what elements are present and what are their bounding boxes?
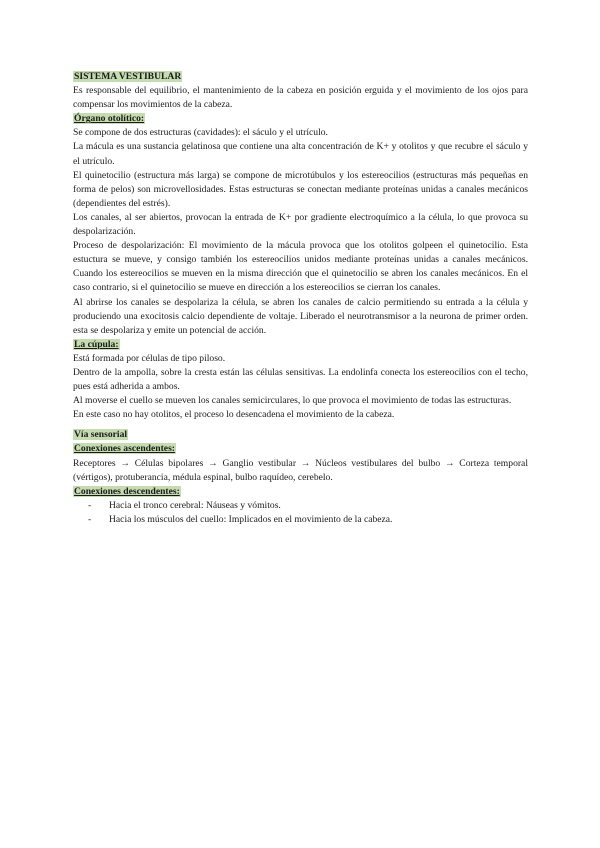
bullet-dash: - [88,499,92,511]
heading-conexiones-ascendentes: Conexiones ascendentes: [74,443,175,455]
heading-organo-otolitico: Órgano otolítico: [74,113,145,125]
document-body [73,70,528,527]
intro-paragraph: Es responsable del equilibrio, el mantenimiento de la cabeza en posición erguida y el movimiento de los ojos para compensar los movimientos de la cabeza. [73,85,528,111]
organo-paragraph: Se compone de dos estructuras (cavidades): el sáculo y el utrículo. [73,127,328,139]
list-item [88,513,528,527]
section-title-via-sensorial: Vía sensorial [74,429,128,441]
ascendentes-paragraph: Receptores → Células bipolares → Ganglio vestibular → Núcleos vestibulares del bulbo → Corteza temporal (vértigos), protuberancia, médula espinal, bulbo raquídeo, cerebelo. [73,457,528,483]
cupula-paragraph: Está formada por células de tipo piloso. [73,352,226,364]
organo-paragraph: El quinetocilio (estructura más larga) se compone de microtúbulos y los estereocilios (estructuras más pequeñas en forma de pelos) son microvellosidades. Estas estructuras se conectan mediante proteínas unidas a canales mecánicos (dependientes del estrés). [73,169,528,209]
cupula-paragraph: En este caso no hay otolitos, el proceso lo desencadena el movimiento de la cabeza. [73,409,395,421]
organo-paragraph: La mácula es una sustancia gelatinosa que contiene una alta concentración de K+ y otolitos y que recubre el sáculo y el utrículo. [73,141,528,167]
cupula-paragraph: Dentro de la ampolla, sobre la cresta están las células sensitivas. La endolinfa conecta los estereocilios con el techo, pues está adherida a ambos. [73,366,528,393]
list-item [88,499,528,513]
cupula-paragraph: Al moverse el cuello se mueven los canales semicirculares, lo que provoca el movimiento de todas las estructuras. [73,395,512,407]
bullet-dash: - [88,513,92,525]
organo-paragraph: Proceso de despolarización: El movimiento de la mácula provoca que los otolitos golpeen el quinetocilio. Esta estuctura se mueve, y consigo también los estereocilios unidos mediante proteínas unidas a canales mecánicos. Cuando los estereocilios se mueven en la misma dirección que el quinetocilio se abren los canales mecánicos. En el caso contrario, si el quinetocilio se mueve en dirección a los estereocilios se cierran los canales. [73,240,528,294]
list-item-text: Hacia el tronco cerebral: Náuseas y vómitos. [109,499,281,511]
descendentes-list [73,499,528,527]
heading-conexiones-descendentes: Conexiones descendentes: [74,485,180,497]
heading-cupula: La cúpula: [74,338,119,350]
organo-paragraph: Al abrirse los canales se despolariza la célula, se abren los canales de calcio permitiendo su entrada a la célula y produciendo una exocitosis calcio dependiente de voltaje. Liberado el neurotransmisor a la neurona de primer orden. esta se despolariza y emite un potencial de acción. [73,296,528,336]
section-title-sistema-vestibular: SISTEMA VESTIBULAR [74,71,182,82]
organo-paragraph: Los canales, al ser abiertos, provocan la entrada de K+ por gradiente electroquímico a la célula, lo que provoca su despolarización. [73,211,528,238]
list-item-text: Hacia los músculos del cuello: Implicados en el movimiento de la cabeza. [109,513,393,525]
